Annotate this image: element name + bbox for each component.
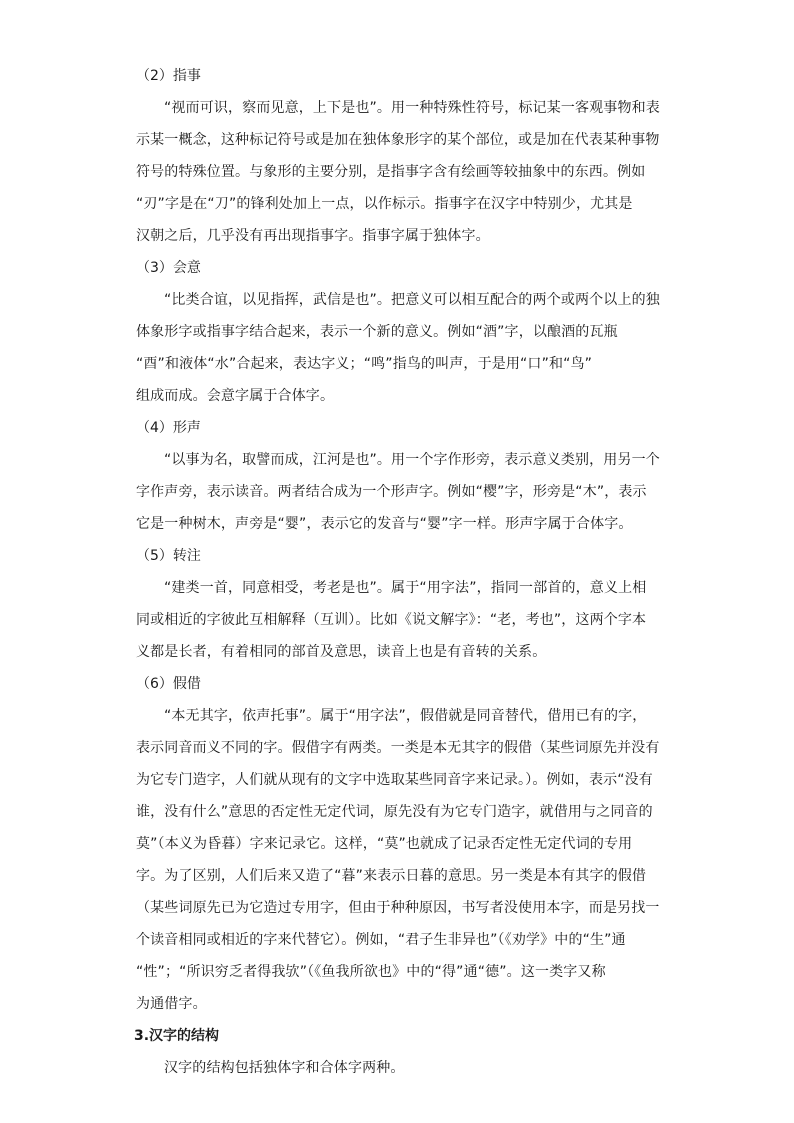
heading-zhishi: （2）指事 (136, 68, 201, 84)
paragraph-line: 表示同音而义不同的字。假借字有两类。一类是本无其字的假借（某些词原先并没有 (136, 740, 660, 756)
section-heading-structure: 3.汉字的结构 (134, 1028, 220, 1044)
paragraph-line: 为它专门造字，人们就从现有的文字中选取某些同音字来记录。）。例如，表示“没有 (136, 772, 653, 788)
paragraph-line: 示某一概念，这种标记符号或是加在独体象形字的某个部位，或是加在代表某种事物 (136, 132, 660, 148)
paragraph-line: “以事为名，取譬而成，江河是也”。用一个字作形旁，表示意义类别，用另一个 (164, 452, 660, 468)
paragraph-line: 为通借字。 (136, 996, 207, 1012)
heading-xingsheng: （4）形声 (136, 420, 201, 436)
paragraph-line: “建类一首，同意相受，考老是也”。属于“用字法”，指同一部首的，意义上相 (164, 580, 647, 596)
paragraph-line: 谁，没有什么”意思的否定性无定代词，原先没有为它专门造字，就借用与之同音的 (136, 804, 653, 820)
paragraph-line: 汉朝之后，几乎没有再出现指事字。指事字属于独体字。 (136, 228, 490, 244)
paragraph-line: “刃”字是在“刀”的锋利处加上一点，以作标示。指事字在汉字中特别少，尤其是 (136, 196, 633, 212)
heading-jiajie: （6）假借 (136, 676, 201, 692)
paragraph-line: 它是一种树木，声旁是“婴”，表示它的发音与“婴”字一样。形声字属于合体字。 (136, 516, 633, 532)
paragraph-line: 体象形字或指事字结合起来，表示一个新的意义。例如“酒”字，以酿酒的瓦瓶 (136, 324, 618, 340)
paragraph-line: 个读音相同或相近的字来代替它）。例如，“君子生非异也”（《劝学》中的“生”通 (136, 932, 626, 948)
paragraph-line: “比类合谊，以见指挥，武信是也”。把意义可以相互配合的两个或两个以上的独 (164, 292, 660, 308)
paragraph-line: 汉字的结构包括独体字和合体字两种。 (164, 1060, 405, 1076)
paragraph-line: 同或相近的字彼此互相解释（互训）。比如《说文解字》：“老，考也”，这两个字本 (136, 612, 647, 628)
paragraph-line: “本无其字，依声托事”。属于“用字法”，假借就是同音替代，借用已有的字， (164, 708, 647, 724)
paragraph-line: 字作声旁，表示读音。两者结合成为一个形声字。例如“樱”字，形旁是“木”，表示 (136, 484, 647, 500)
paragraph-line: 义都是长者，有着相同的部首及意思，读音上也是有音转的关系。 (136, 644, 547, 660)
heading-huiyi: （3）会意 (136, 260, 201, 276)
paragraph-line: “视而可识，察而见意，上下是也”。用一种特殊性符号，标记某一客观事物和表 (164, 100, 660, 116)
paragraph-line: 符号的特殊位置。与象形的主要分别，是指事字含有绘画等较抽象中的东西。例如 (136, 164, 646, 180)
paragraph-line: 莫”（本义为昏暮）字来记录它。这样，“莫”也就成了记录否定性无定代词的专用 (136, 836, 633, 852)
paragraph-line: 组成而成。会意字属于合体字。 (136, 388, 335, 404)
paragraph-line: “酉”和液体“水”合起来，表达字义；“鸣”指鸟的叫声，于是用“口”和“鸟” (136, 356, 593, 372)
paragraph-line: （某些词原先已为它造过专用字，但由于种种原因，书写者没使用本字，而是另找一 (136, 900, 660, 916)
paragraph-line: “性”；“所识穷乏者得我欤”（《鱼我所欲也》中的“得”通“德”。这一类字又称 (136, 964, 606, 980)
heading-zhuanzhu: （5）转注 (136, 548, 201, 564)
paragraph-line: 字。为了区别，人们后来又造了“暮”来表示日暮的意思。另一类是本有其字的假借 (136, 868, 647, 884)
